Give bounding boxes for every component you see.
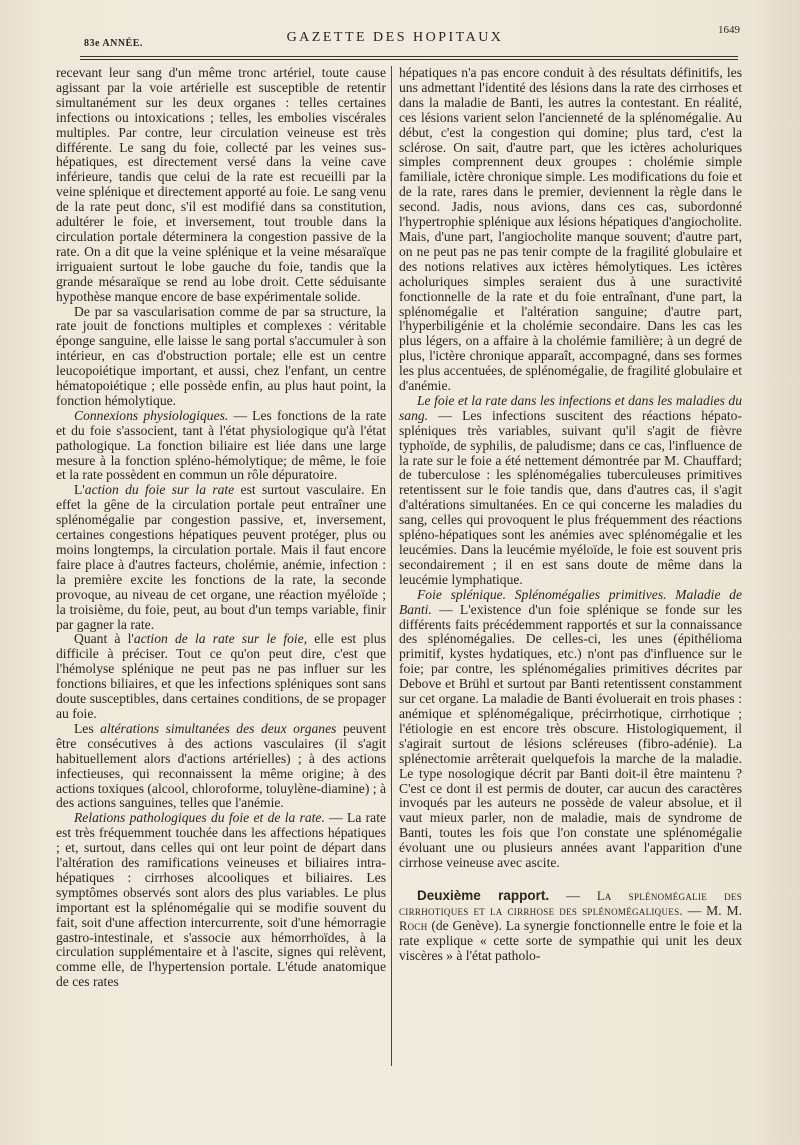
text-run: , elle est plus difficile à préciser. Tout ce qu'on peut dire, c'est que l'hémolyse splénique ne peut pas ne pas influer sur les fonctions biliaires, et que les infections spléniques sont sans doute susceptibles, dans certaines conditions, de se propager au foie. xyxy=(56,631,386,721)
paragraph xyxy=(399,66,742,394)
paragraph xyxy=(56,305,386,409)
italic-text: Le foie et la rate dans les infections et dans les maladies du sang. xyxy=(399,392,742,423)
text-run: — xyxy=(549,887,597,903)
text-run: hépatiques n'a pas encore conduit à des résultats définitifs, les uns admettant l'identité des lésions dans la rate des cirrhoses et dans la maladie de Banti, les autres la contestant. En réalité, ces lésions varient selon l'ancienneté de la splénomégalie. Au début, c'est la congestion qui domine; plus tard, c'est la sclérose. On sait, d'autre part, que les ictères acholuriques simples comprennent deux groupes : cholémie simple familiale, ictère chronique simple. Les modifications du foie et de la rate, rares dans le premier, deviennent la règle dans le second. Jadis, nous avions, dans ces cas, subordonné l'hypertrophie splénique aux lésions hépatiques d'angiocholite. Mais, d'une part, l'angiocholite manque souvent; d'autre part, on ne peut pas ne pas tenir compte de la fragilité globulaire et des notions relatives aux ictères hémolytiques. Les ictères acholuriques simples seraient dus à une suractivité fonctionnelle de la rate et du foie entraînant, d'une part, la splénomégalie et l'altération sanguine; d'autre part, l'hyperbiligénie et la cholémie secondaire. Dans les cas les plus légers, on a affaire à la cholémie familière; à un degré de plus, l'ictère chronique apparaît, accompagné, dans ses formes les plus accentuées, de splénomégalie, de fragilité globulaire et d'anémie. xyxy=(399,65,742,394)
paragraph xyxy=(56,409,386,484)
text-run: De par sa vascularisation comme de par sa structure, la rate jouit de fonctions multiples et complexes : véritable éponge sanguine, elle laisse le sang portal s'accumuler à son intérieur, en cas d'obstruction portale; elle est un centre leucopoiétique important, et aussi, chez l'enfant, un centre hématopoiétique ; elle possède enfin, au plus haut point, la fonction hémolytique. xyxy=(56,303,386,408)
text-run: Les xyxy=(74,720,101,736)
paragraph xyxy=(56,722,386,811)
italic-text: Foie splénique. Splénomégalies primitives. Maladie de Banti. xyxy=(399,586,742,617)
text-run: — L'existence d'un foie splénique se fonde sur les différents faits précédemment rapportés et sur la connaissance des splénomégalies. De celles-ci, les unes (épithélioma primitif, kystes hydatiques, etc.) n'ont pas d'influence sur le foie; par contre, les splénomégalies primitives décrites par Debove et Brühl et surtout par Banti retentissent constamment sur cet organe. La maladie de Banti évoluerait en trois phases : anémique et splénomégalique, précirrhotique, cirrhotique ; l'étiologie en est encore très obscure. Histologiquement, il s'agirait surtout de lésions scléreuses (fibro-adénie). La splénectomie arrêterait quelquefois la marche de la maladie. Le type nosologique décrit par Banti doit-il être maintenu ? C'est ce dont il est permis de douter, car aucun des caractères invoqués par les auteurs ne possède de valeur absolue, et il vaut mieux parler, non de maladie, mais de syndrome de Banti, toutes les fois que l'on constate une splénomégalie évoluant une ou plusieurs années avant l'apparition d'une cirrhose veineuse avec ascite. xyxy=(399,601,742,871)
text-run: — Les fonctions de la rate et du foie s'associent, tant à l'état physiologique qu'à l'état pathologique. La fonction biliaire est liée dans une large mesure à la fonction spléno-hémolytique; de même, le foie et la rate possèdent en commun un rôle dépuratoire. xyxy=(56,407,386,483)
paragraph xyxy=(399,588,742,871)
text-run: Quant à l' xyxy=(74,631,134,647)
text-run: — Les infections suscitent des réactions hépato-spléniques très variables, suivant qu'il s'agit de fièvre typhoïde, de syphilis, de paludisme; dans ce cas, l'influence de la rate sur le foie a été nettement démontrée par M. Chauffard; de tuberculose : les splénomégalies tuberculeuses primitives retentissent sur le foie tandis que, dans d'autres cas, il s'agit d'altérations simultanées. En ce qui concerne les maladies du sang, celles qui provoquent le plus fréquemment des réactions spléno-hépatiques sont les anémies avec splénomégalie et les leucémies. Dans la leucémie myéloïde, le foie est souvent pris secondairement ; il en est sans doute de même dans la leucémie lymphatique. xyxy=(399,407,742,587)
paragraph xyxy=(56,66,386,305)
text-run: — M. M. xyxy=(682,902,742,918)
text-run: peuvent être consécutives à des actions vasculaires (il s'agit habituellement alors d'actions artérielles) ; à des actions infectieuses, qui reconnaissent la même origine; à des actions toxiques (alcool, chloroforme, toluylène-diamine) ; à des actions sanguines, telles que l'anémie. xyxy=(56,720,386,811)
text-run: — La rate est très fréquemment touchée dans les affections hépatiques ; et, surtout, dans celles qui ont leur point de départ dans l'altération des ramifications veineuses et biliaires intra-hépatiques : cirrhoses alcooliques et biliaires. Les symptômes observés sont alors des plus variables. Le plus important est la splénomégalie qui se modifie souvent du fait, soit d'une affection intercurrente, soit d'une hémorragie gastro-intestinale, et s'associe aux hémorrhoïdes, à la circulation supplémentaire et à l'ascite, signes qui relèvent, comme elle, de l'hypertension portale. L'étude anatomique de ces rates xyxy=(56,810,387,990)
italic-text: action du foie sur la rate xyxy=(84,482,235,498)
column-divider xyxy=(391,66,392,1066)
journal-title: GAZETTE DES HOPITAUX xyxy=(286,30,504,45)
italic-text: action de la rate sur le foie xyxy=(133,631,304,647)
text-run: est surtout vasculaire. En effet la gêne de la circulation portale peut entraîner une splénomégalie par congestion passive, et, inversement, certaines congestions hépatiques peuvent protéger, plus ou moins longtemps, la circulation portale. Mais il faut encore faire place à d'autres facteurs, cholémie, anémie, infection : la première excite les fonctions de la rate, la seconde provoque, au niveau de cet organe, une réaction myéloïde ; la troisième, du foie, peut, au bout d'un temps variable, finir par gagner la rate. xyxy=(56,482,386,632)
small-caps-text: La splénomégalie des cirrhotiques et la cirrhose des splénomégaliques. xyxy=(399,888,742,918)
paragraph xyxy=(56,811,386,990)
header-rule xyxy=(80,56,738,57)
paragraph xyxy=(56,632,386,721)
small-caps-text: Roch xyxy=(399,918,428,933)
year-label: 83e ANNÉE. xyxy=(84,38,143,49)
text-run: L' xyxy=(74,482,85,498)
text-run: recevant leur sang d'un même tronc artériel, toute cause agissant par la voie artérielle est susceptible de retentir simultanément sur les deux organes : telles certaines infections ou intoxications ; telles, les embolies viscérales multiples. Par contre, leur circulation veineuse est très différente. Le sang du foie, collecté par les veines sus-hépatiques, est directement versé dans la veine cave inférieure, tandis que celui de la rate est recueilli par la veine splénique et directement apporté au foie. Le sang venu de la rate peut donc, s'il est modifié dans sa constitution, adultérer le foie, et inversement, tout trouble dans la circulation portale déterminera la congestion passive de la rate. On a dit que la veine splénique et la veine mésaraïque irriguaient surtout le lobe gauche du foie, tandis que la grande mésaraïque se rend au lobe droit. Cette séduisante hypothèse manque encore de base expérimentale solide. xyxy=(56,65,386,304)
paragraph xyxy=(399,889,742,964)
page-header xyxy=(50,24,740,60)
italic-text: Relations pathologiques du foie et de la rate. xyxy=(74,810,325,826)
report-title: Deuxième rapport. xyxy=(417,887,550,903)
page-number: 1649 xyxy=(718,24,740,36)
header-rule-second xyxy=(80,59,738,60)
paragraph xyxy=(399,394,742,588)
italic-text: altérations simultanées des deux organes xyxy=(100,720,337,736)
text-run: (de Genève). La synergie fonctionnelle entre le foie et la rate explique « cette sorte de sympathie qui unit les deux viscères » à l'état patholo- xyxy=(399,917,742,963)
left-column xyxy=(56,66,386,990)
right-column xyxy=(399,66,742,963)
italic-text: Connexions physiologiques. xyxy=(74,407,229,423)
paragraph xyxy=(56,483,386,632)
